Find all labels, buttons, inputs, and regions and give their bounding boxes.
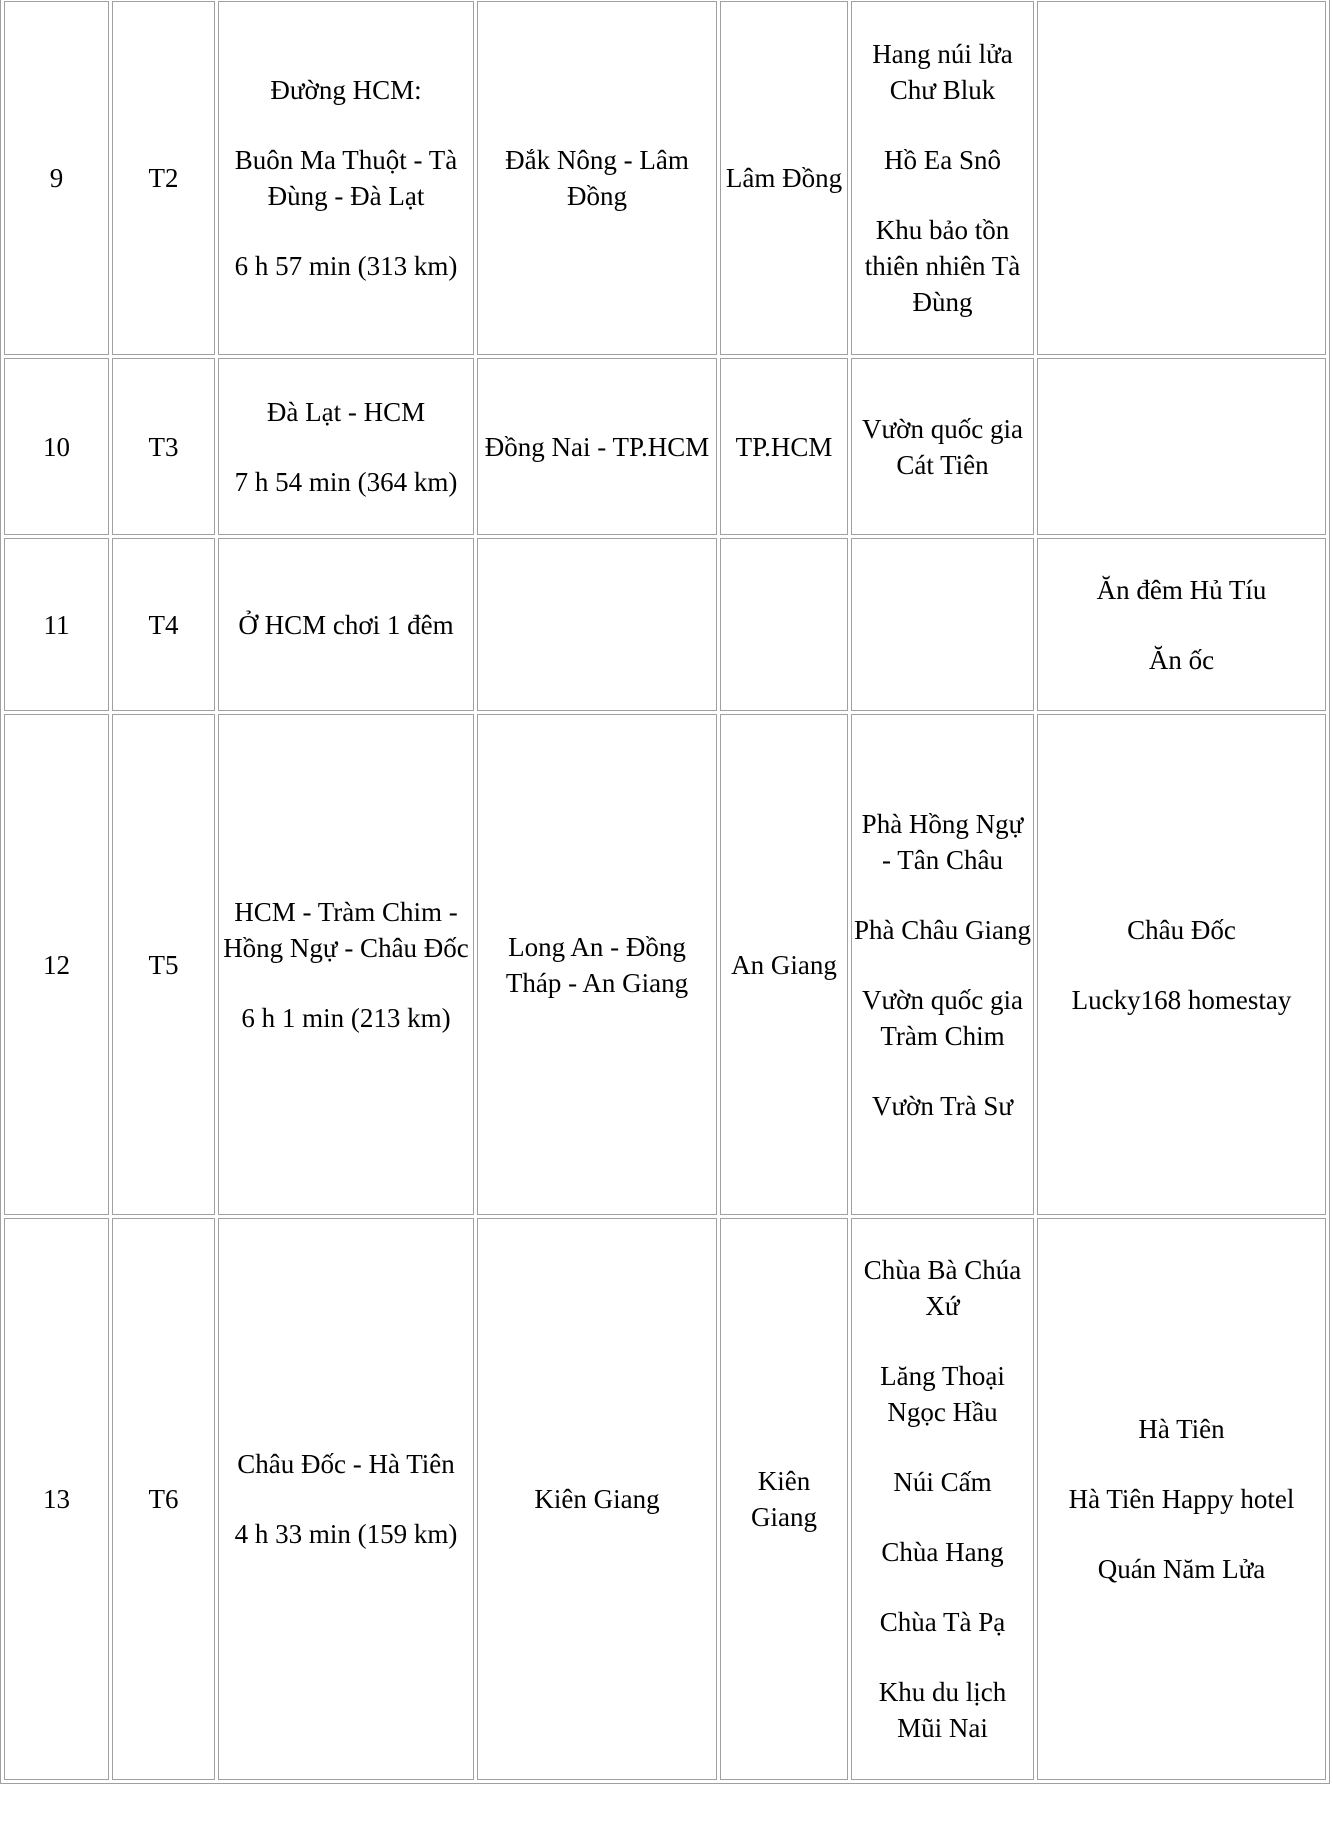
route-line: Ở HCM chơi 1 đêm	[238, 609, 454, 640]
route-line: Đà Lạt - HCM	[266, 396, 426, 427]
sight-item: Phà Châu Giang	[854, 914, 1031, 945]
sight-item: Lăng Thoại Ngọc Hầu	[880, 1361, 1005, 1427]
route-line: 7 h 54 min (364 km)	[234, 466, 458, 497]
sight-item: Hang núi lửa Chư Bluk	[872, 39, 1013, 105]
sights-cell	[851, 358, 1034, 535]
route-cell-lines	[221, 72, 471, 284]
sights-cell-lines	[854, 411, 1031, 483]
route-cell	[218, 358, 474, 535]
stay-cell: Lâm Đồng	[720, 1, 848, 355]
route-cell-lines	[221, 394, 471, 500]
route-line: 6 h 57 min (313 km)	[234, 251, 458, 281]
sights-cell	[851, 1, 1034, 355]
route-line: HCM - Tràm Chim - Hồng Ngự - Châu Đốc	[223, 896, 469, 963]
route-cell	[218, 1218, 474, 1780]
sight-item: Núi Cấm	[893, 1467, 992, 1497]
sight-item: Vườn quốc gia Cát Tiên	[862, 413, 1023, 480]
note-item: Châu Đốc	[1127, 914, 1236, 945]
table-row	[4, 538, 1326, 711]
table-row	[4, 1, 1326, 355]
note-item: Ăn ốc	[1148, 644, 1215, 675]
sights-cell-lines	[854, 36, 1031, 320]
stay-cell: An Giang	[720, 714, 848, 1215]
route-line: Châu Đốc - Hà Tiên	[237, 1449, 455, 1479]
route-cell-lines	[221, 894, 471, 1036]
notes-cell-lines	[1040, 572, 1323, 678]
note-item: Hà Tiên	[1138, 1414, 1225, 1444]
stay-cell: TP.HCM	[720, 358, 848, 535]
route-line: Đường HCM:	[270, 75, 422, 105]
sight-item: Chùa Tà Pạ	[879, 1607, 1006, 1637]
route-line: 4 h 33 min (159 km)	[234, 1519, 458, 1549]
table-row	[4, 714, 1326, 1215]
route-cell-lines	[221, 607, 471, 643]
day-number-cell: 12	[4, 714, 109, 1215]
day-number-cell: 10	[4, 358, 109, 535]
sights-cell-lines	[854, 1252, 1031, 1746]
weekday-cell: T2	[112, 1, 215, 355]
sight-item: Chùa Hang	[881, 1537, 1004, 1567]
route-cell	[218, 714, 474, 1215]
sights-cell-lines	[854, 806, 1031, 1124]
route-line: 6 h 1 min (213 km)	[241, 1002, 451, 1033]
sight-item: Khu bảo tồn thiên nhiên Tà Đùng	[864, 215, 1021, 317]
sights-cell	[851, 538, 1034, 711]
notes-cell	[1037, 1, 1326, 355]
route-line: Buôn Ma Thuột - Tà Đùng - Đà Lạt	[234, 145, 458, 211]
sight-item: Vườn quốc gia Tràm Chim	[862, 984, 1023, 1051]
provinces-cell: Đắk Nông - Lâm Đồng	[477, 1, 717, 355]
stay-cell: Kiên Giang	[720, 1218, 848, 1780]
sight-item: Hồ Ea Snô	[884, 145, 1001, 175]
note-item: Lucky168 homestay	[1071, 984, 1292, 1015]
table-row	[4, 358, 1326, 535]
route-cell-lines	[221, 1446, 471, 1552]
sight-item: Chùa Bà Chúa Xứ	[863, 1255, 1022, 1321]
note-item: Hà Tiên Happy hotel	[1068, 1484, 1295, 1514]
provinces-cell: Long An - Đồng Tháp - An Giang	[477, 714, 717, 1215]
note-item: Ăn đêm Hủ Tíu	[1096, 574, 1267, 605]
sight-item: Khu du lịch Mũi Nai	[878, 1677, 1007, 1743]
weekday-cell: T4	[112, 538, 215, 711]
day-number-cell: 9	[4, 1, 109, 355]
sight-item: Vườn Trà Sư	[871, 1090, 1014, 1121]
provinces-cell: Kiên Giang	[477, 1218, 717, 1780]
notes-cell	[1037, 358, 1326, 535]
table-body	[4, 1, 1326, 1780]
note-item: Quán Năm Lửa	[1097, 1554, 1266, 1584]
day-number-cell: 11	[4, 538, 109, 711]
sights-cell	[851, 1218, 1034, 1780]
stay-cell	[720, 538, 848, 711]
notes-cell	[1037, 714, 1326, 1215]
sight-item: Phà Hồng Ngự - Tân Châu	[861, 808, 1024, 875]
weekday-cell: T6	[112, 1218, 215, 1780]
sights-cell	[851, 714, 1034, 1215]
day-number-cell: 13	[4, 1218, 109, 1780]
route-cell	[218, 1, 474, 355]
route-cell	[218, 538, 474, 711]
notes-cell-lines	[1040, 912, 1323, 1018]
weekday-cell: T3	[112, 358, 215, 535]
provinces-cell: Đồng Nai - TP.HCM	[477, 358, 717, 535]
weekday-cell: T5	[112, 714, 215, 1215]
notes-cell-lines	[1040, 1411, 1323, 1587]
notes-cell	[1037, 538, 1326, 711]
notes-cell	[1037, 1218, 1326, 1780]
provinces-cell	[477, 538, 717, 711]
table-row	[4, 1218, 1326, 1780]
